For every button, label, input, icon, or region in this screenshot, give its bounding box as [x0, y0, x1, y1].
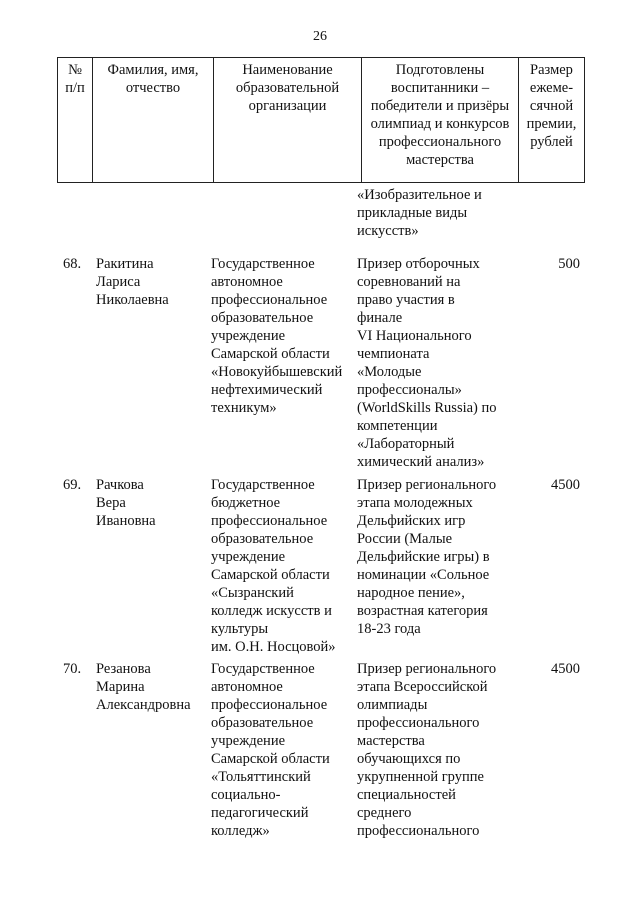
header-prize-amount: Размер ежеме- сячной премии, рублей	[519, 58, 585, 183]
row-69-prize: 4500	[551, 477, 580, 493]
row-70-number: 70.	[63, 661, 82, 677]
row-68-achievement: Призер отборочных соревнований на право участия в финале VI Национального чемпионата «Молодые профессионалы» (WorldSkills Russia) по компетенции «Лабораторный химический анализ»	[357, 256, 497, 470]
continuation-text: «Изобразительное и прикладные виды искусств»	[357, 187, 482, 239]
header-full-name: Фамилия, имя, отчество	[93, 58, 214, 183]
row-69-name: Рачкова Вера Ивановна	[96, 477, 156, 529]
row-69-number: 69.	[63, 477, 82, 493]
row-70-name: Резанова Марина Александровна	[96, 661, 191, 713]
page-number: 26	[313, 29, 327, 44]
row-69-achievement: Призер регионального этапа молодежных Дельфийских игр России (Малые Дельфийские игры) в номинации «Сольное народное пение», возрастная категория 18-23 года	[357, 477, 497, 637]
row-68-prize: 500	[558, 256, 580, 272]
row-68-organization: Государственное автономное профессиональное образовательное учреждение Самарской области «Новокуйбышевский нефтехимический техникум»	[211, 256, 343, 416]
row-70-organization: Государственное автономное профессиональное образовательное учреждение Самарской области «Тольяттинский социально- педагогический колледж»	[211, 661, 330, 839]
header-organization: Наименование образовательной организации	[214, 58, 362, 183]
header-achievements: Подготовлены воспитанники – победители и призёры олимпиад и конкурсов профессионального мастерства	[362, 58, 519, 183]
row-70-prize: 4500	[551, 661, 580, 677]
row-70-achievement: Призер регионального этапа Всероссийской олимпиады профессионального мастерства обучающихся по укрупненной группе специальностей среднего профессионального	[357, 661, 497, 839]
row-68-name: Ракитина Лариса Николаевна	[96, 256, 169, 308]
table-header	[57, 57, 585, 183]
row-68-number: 68.	[63, 256, 82, 272]
row-69-organization: Государственное бюджетное профессиональное образовательное учреждение Самарской области «Сызранский колледж искусств и культуры им. О.Н. Носцовой»	[211, 477, 336, 655]
header-number: № п/п	[58, 58, 93, 183]
